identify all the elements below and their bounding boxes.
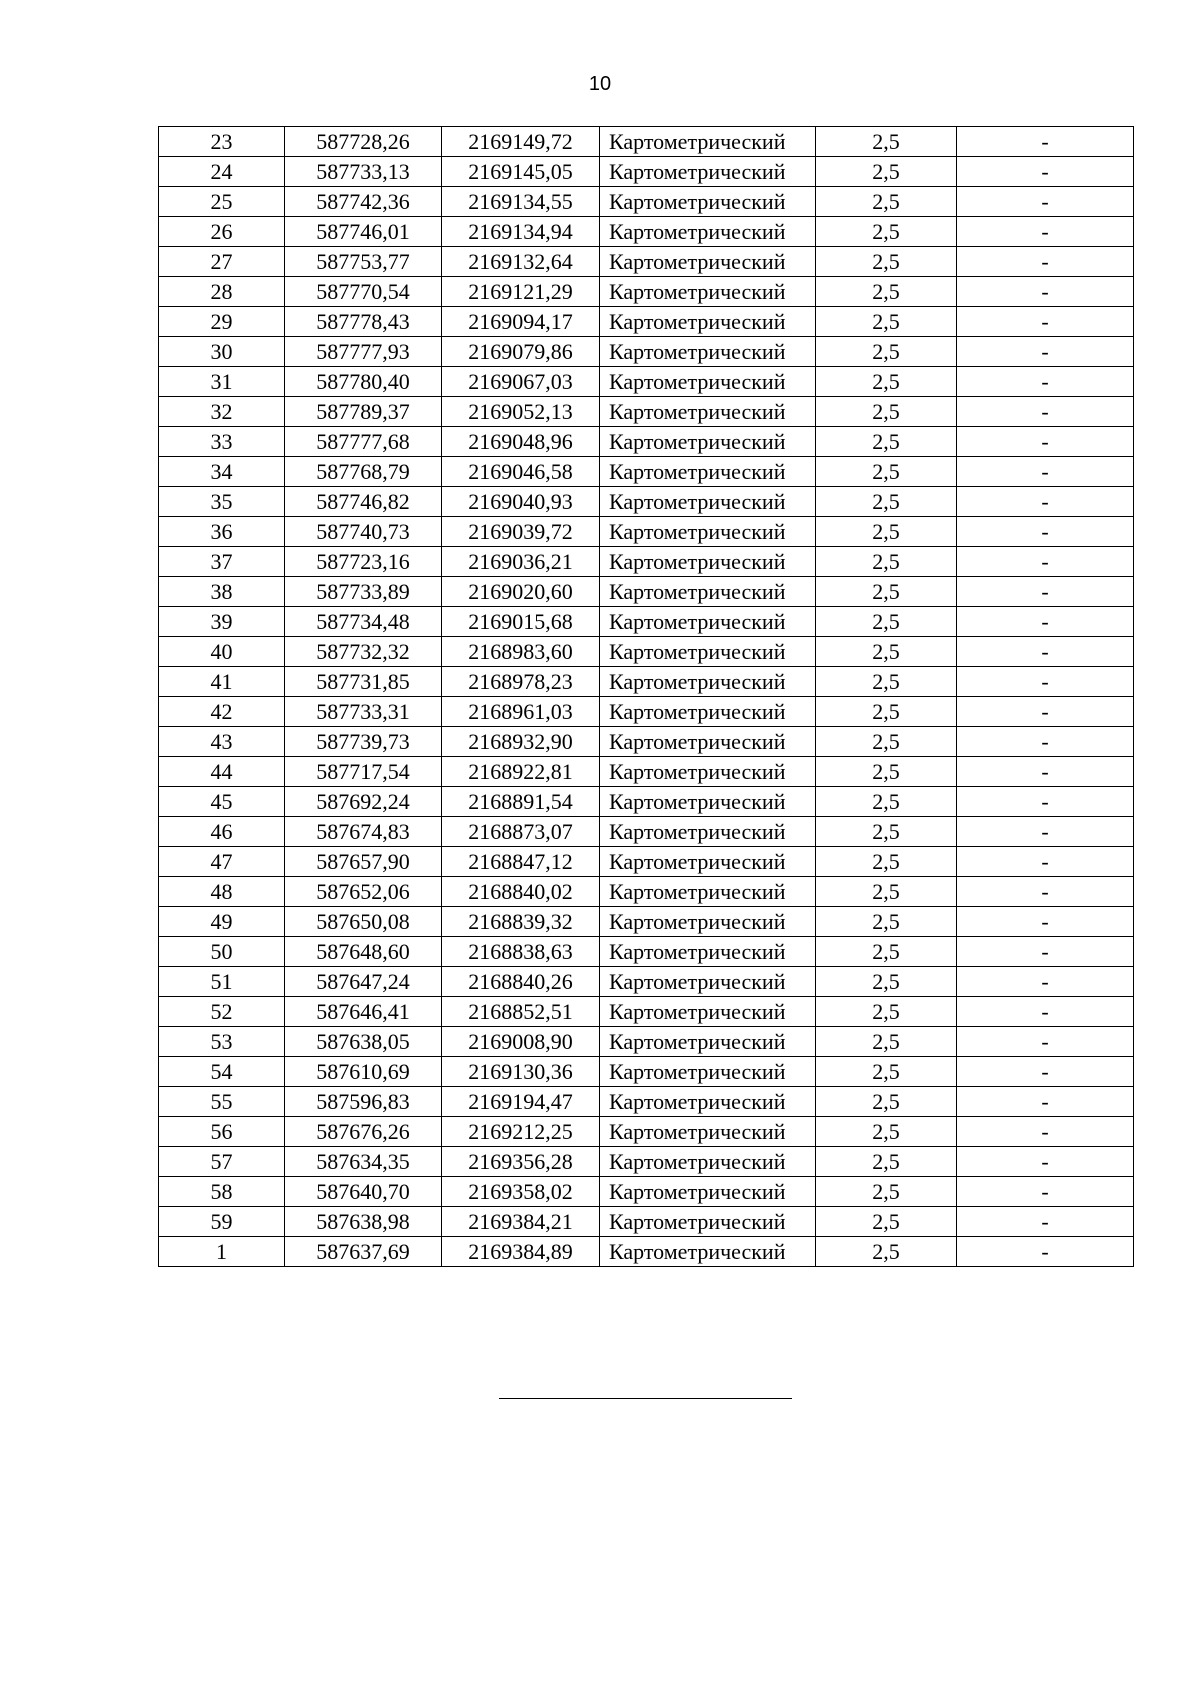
note-cell: - — [957, 607, 1134, 637]
y-coordinate-cell: 2169358,02 — [442, 1177, 600, 1207]
y-coordinate-cell: 2169094,17 — [442, 307, 600, 337]
table-row — [159, 1057, 1134, 1087]
table-row — [159, 397, 1134, 427]
method-cell: Картометрический — [600, 1027, 816, 1057]
note-cell: - — [957, 1027, 1134, 1057]
table-row — [159, 1087, 1134, 1117]
table-row — [159, 217, 1134, 247]
table-row — [159, 1027, 1134, 1057]
method-cell: Картометрический — [600, 1237, 816, 1267]
x-coordinate-cell: 587780,40 — [285, 367, 442, 397]
point-number-cell: 31 — [159, 367, 285, 397]
accuracy-cell: 2,5 — [816, 217, 957, 247]
table-row — [159, 697, 1134, 727]
method-cell: Картометрический — [600, 787, 816, 817]
accuracy-cell: 2,5 — [816, 307, 957, 337]
method-cell: Картометрический — [600, 307, 816, 337]
note-cell: - — [957, 547, 1134, 577]
x-coordinate-cell: 587742,36 — [285, 187, 442, 217]
x-coordinate-cell: 587789,37 — [285, 397, 442, 427]
accuracy-cell: 2,5 — [816, 847, 957, 877]
x-coordinate-cell: 587596,83 — [285, 1087, 442, 1117]
method-cell: Картометрический — [600, 697, 816, 727]
table-row — [159, 517, 1134, 547]
method-cell: Картометрический — [600, 637, 816, 667]
accuracy-cell: 2,5 — [816, 517, 957, 547]
point-number-cell: 42 — [159, 697, 285, 727]
method-cell: Картометрический — [600, 877, 816, 907]
method-cell: Картометрический — [600, 727, 816, 757]
method-cell: Картометрический — [600, 817, 816, 847]
method-cell: Картометрический — [600, 667, 816, 697]
table-row — [159, 127, 1134, 157]
x-coordinate-cell: 587770,54 — [285, 277, 442, 307]
y-coordinate-cell: 2168840,02 — [442, 877, 600, 907]
x-coordinate-cell: 587777,93 — [285, 337, 442, 367]
point-number-cell: 49 — [159, 907, 285, 937]
note-cell: - — [957, 907, 1134, 937]
y-coordinate-cell: 2169039,72 — [442, 517, 600, 547]
note-cell: - — [957, 577, 1134, 607]
point-number-cell: 23 — [159, 127, 285, 157]
note-cell: - — [957, 1207, 1134, 1237]
y-coordinate-cell: 2169121,29 — [442, 277, 600, 307]
y-coordinate-cell: 2168839,32 — [442, 907, 600, 937]
accuracy-cell: 2,5 — [816, 937, 957, 967]
accuracy-cell: 2,5 — [816, 997, 957, 1027]
point-number-cell: 24 — [159, 157, 285, 187]
method-cell: Картометрический — [600, 487, 816, 517]
accuracy-cell: 2,5 — [816, 127, 957, 157]
point-number-cell: 38 — [159, 577, 285, 607]
point-number-cell: 36 — [159, 517, 285, 547]
x-coordinate-cell: 587753,77 — [285, 247, 442, 277]
method-cell: Картометрический — [600, 577, 816, 607]
note-cell: - — [957, 667, 1134, 697]
note-cell: - — [957, 337, 1134, 367]
y-coordinate-cell: 2168847,12 — [442, 847, 600, 877]
point-number-cell: 59 — [159, 1207, 285, 1237]
note-cell: - — [957, 427, 1134, 457]
point-number-cell: 45 — [159, 787, 285, 817]
note-cell: - — [957, 637, 1134, 667]
point-number-cell: 30 — [159, 337, 285, 367]
table-row — [159, 907, 1134, 937]
method-cell: Картометрический — [600, 157, 816, 187]
table-row — [159, 1177, 1134, 1207]
accuracy-cell: 2,5 — [816, 757, 957, 787]
note-cell: - — [957, 157, 1134, 187]
y-coordinate-cell: 2169046,58 — [442, 457, 600, 487]
x-coordinate-cell: 587740,73 — [285, 517, 442, 547]
y-coordinate-cell: 2169384,21 — [442, 1207, 600, 1237]
accuracy-cell: 2,5 — [816, 1057, 957, 1087]
accuracy-cell: 2,5 — [816, 907, 957, 937]
x-coordinate-cell: 587657,90 — [285, 847, 442, 877]
y-coordinate-cell: 2168978,23 — [442, 667, 600, 697]
point-number-cell: 37 — [159, 547, 285, 577]
point-number-cell: 48 — [159, 877, 285, 907]
y-coordinate-cell: 2169149,72 — [442, 127, 600, 157]
y-coordinate-cell: 2169067,03 — [442, 367, 600, 397]
accuracy-cell: 2,5 — [816, 247, 957, 277]
method-cell: Картометрический — [600, 847, 816, 877]
y-coordinate-cell: 2169194,47 — [442, 1087, 600, 1117]
y-coordinate-cell: 2168838,63 — [442, 937, 600, 967]
table-row — [159, 577, 1134, 607]
table-row — [159, 757, 1134, 787]
method-cell: Картометрический — [600, 1177, 816, 1207]
method-cell: Картометрический — [600, 547, 816, 577]
x-coordinate-cell: 587676,26 — [285, 1117, 442, 1147]
y-coordinate-cell: 2169212,25 — [442, 1117, 600, 1147]
note-cell: - — [957, 937, 1134, 967]
point-number-cell: 40 — [159, 637, 285, 667]
end-of-document-line — [499, 1398, 792, 1399]
method-cell: Картометрический — [600, 1087, 816, 1117]
method-cell: Картометрический — [600, 127, 816, 157]
table-row — [159, 1147, 1134, 1177]
table-row — [159, 367, 1134, 397]
note-cell: - — [957, 307, 1134, 337]
x-coordinate-cell: 587674,83 — [285, 817, 442, 847]
table-row — [159, 547, 1134, 577]
x-coordinate-cell: 587733,89 — [285, 577, 442, 607]
table-row — [159, 667, 1134, 697]
y-coordinate-cell: 2169134,94 — [442, 217, 600, 247]
method-cell: Картометрический — [600, 1117, 816, 1147]
note-cell: - — [957, 847, 1134, 877]
accuracy-cell: 2,5 — [816, 187, 957, 217]
table-row — [159, 607, 1134, 637]
method-cell: Картометрический — [600, 907, 816, 937]
y-coordinate-cell: 2168852,51 — [442, 997, 600, 1027]
point-number-cell: 1 — [159, 1237, 285, 1267]
accuracy-cell: 2,5 — [816, 1087, 957, 1117]
note-cell: - — [957, 397, 1134, 427]
method-cell: Картометрический — [600, 397, 816, 427]
y-coordinate-cell: 2169040,93 — [442, 487, 600, 517]
point-number-cell: 28 — [159, 277, 285, 307]
x-coordinate-cell: 587733,31 — [285, 697, 442, 727]
x-coordinate-cell: 587634,35 — [285, 1147, 442, 1177]
table-row — [159, 727, 1134, 757]
x-coordinate-cell: 587650,08 — [285, 907, 442, 937]
x-coordinate-cell: 587637,69 — [285, 1237, 442, 1267]
table-row — [159, 307, 1134, 337]
point-number-cell: 26 — [159, 217, 285, 247]
point-number-cell: 44 — [159, 757, 285, 787]
table-row — [159, 157, 1134, 187]
point-number-cell: 58 — [159, 1177, 285, 1207]
table-row — [159, 487, 1134, 517]
x-coordinate-cell: 587638,05 — [285, 1027, 442, 1057]
page-number: 10 — [588, 73, 612, 95]
accuracy-cell: 2,5 — [816, 1207, 957, 1237]
method-cell: Картометрический — [600, 1057, 816, 1087]
accuracy-cell: 2,5 — [816, 577, 957, 607]
point-number-cell: 25 — [159, 187, 285, 217]
note-cell: - — [957, 727, 1134, 757]
accuracy-cell: 2,5 — [816, 667, 957, 697]
y-coordinate-cell: 2169036,21 — [442, 547, 600, 577]
method-cell: Картометрический — [600, 517, 816, 547]
table-row — [159, 847, 1134, 877]
x-coordinate-cell: 587648,60 — [285, 937, 442, 967]
point-number-cell: 32 — [159, 397, 285, 427]
point-number-cell: 47 — [159, 847, 285, 877]
y-coordinate-cell: 2168840,26 — [442, 967, 600, 997]
point-number-cell: 39 — [159, 607, 285, 637]
y-coordinate-cell: 2169079,86 — [442, 337, 600, 367]
method-cell: Картометрический — [600, 967, 816, 997]
accuracy-cell: 2,5 — [816, 337, 957, 367]
accuracy-cell: 2,5 — [816, 1027, 957, 1057]
y-coordinate-cell: 2168961,03 — [442, 697, 600, 727]
y-coordinate-cell: 2169145,05 — [442, 157, 600, 187]
coordinates-table — [158, 126, 1134, 1267]
note-cell: - — [957, 187, 1134, 217]
y-coordinate-cell: 2169020,60 — [442, 577, 600, 607]
accuracy-cell: 2,5 — [816, 877, 957, 907]
note-cell: - — [957, 997, 1134, 1027]
point-number-cell: 33 — [159, 427, 285, 457]
accuracy-cell: 2,5 — [816, 397, 957, 427]
x-coordinate-cell: 587723,16 — [285, 547, 442, 577]
method-cell: Картометрический — [600, 1147, 816, 1177]
accuracy-cell: 2,5 — [816, 787, 957, 817]
x-coordinate-cell: 587647,24 — [285, 967, 442, 997]
method-cell: Картометрический — [600, 607, 816, 637]
note-cell: - — [957, 787, 1134, 817]
accuracy-cell: 2,5 — [816, 1147, 957, 1177]
table-row — [159, 187, 1134, 217]
accuracy-cell: 2,5 — [816, 1237, 957, 1267]
note-cell: - — [957, 817, 1134, 847]
note-cell: - — [957, 217, 1134, 247]
method-cell: Картометрический — [600, 457, 816, 487]
table-row — [159, 877, 1134, 907]
x-coordinate-cell: 587640,70 — [285, 1177, 442, 1207]
note-cell: - — [957, 1117, 1134, 1147]
table-row — [159, 637, 1134, 667]
accuracy-cell: 2,5 — [816, 637, 957, 667]
x-coordinate-cell: 587638,98 — [285, 1207, 442, 1237]
method-cell: Картометрический — [600, 757, 816, 787]
coordinates-table-body — [159, 127, 1134, 1267]
accuracy-cell: 2,5 — [816, 277, 957, 307]
x-coordinate-cell: 587731,85 — [285, 667, 442, 697]
table-row — [159, 787, 1134, 817]
note-cell: - — [957, 367, 1134, 397]
accuracy-cell: 2,5 — [816, 817, 957, 847]
point-number-cell: 35 — [159, 487, 285, 517]
note-cell: - — [957, 487, 1134, 517]
note-cell: - — [957, 757, 1134, 787]
y-coordinate-cell: 2169130,36 — [442, 1057, 600, 1087]
note-cell: - — [957, 457, 1134, 487]
note-cell: - — [957, 1237, 1134, 1267]
note-cell: - — [957, 1177, 1134, 1207]
method-cell: Картометрический — [600, 427, 816, 457]
accuracy-cell: 2,5 — [816, 1117, 957, 1147]
method-cell: Картометрический — [600, 277, 816, 307]
method-cell: Картометрический — [600, 217, 816, 247]
table-row — [159, 1207, 1134, 1237]
note-cell: - — [957, 877, 1134, 907]
note-cell: - — [957, 247, 1134, 277]
method-cell: Картометрический — [600, 187, 816, 217]
note-cell: - — [957, 517, 1134, 547]
x-coordinate-cell: 587646,41 — [285, 997, 442, 1027]
accuracy-cell: 2,5 — [816, 427, 957, 457]
y-coordinate-cell: 2168891,54 — [442, 787, 600, 817]
x-coordinate-cell: 587746,82 — [285, 487, 442, 517]
y-coordinate-cell: 2169134,55 — [442, 187, 600, 217]
method-cell: Картометрический — [600, 1207, 816, 1237]
accuracy-cell: 2,5 — [816, 367, 957, 397]
table-row — [159, 937, 1134, 967]
note-cell: - — [957, 967, 1134, 997]
y-coordinate-cell: 2169052,13 — [442, 397, 600, 427]
x-coordinate-cell: 587733,13 — [285, 157, 442, 187]
method-cell: Картометрический — [600, 247, 816, 277]
accuracy-cell: 2,5 — [816, 967, 957, 997]
table-row — [159, 997, 1134, 1027]
x-coordinate-cell: 587746,01 — [285, 217, 442, 247]
y-coordinate-cell: 2168983,60 — [442, 637, 600, 667]
x-coordinate-cell: 587717,54 — [285, 757, 442, 787]
y-coordinate-cell: 2168932,90 — [442, 727, 600, 757]
accuracy-cell: 2,5 — [816, 157, 957, 187]
point-number-cell: 43 — [159, 727, 285, 757]
point-number-cell: 51 — [159, 967, 285, 997]
note-cell: - — [957, 1147, 1134, 1177]
table-row — [159, 277, 1134, 307]
y-coordinate-cell: 2169132,64 — [442, 247, 600, 277]
note-cell: - — [957, 697, 1134, 727]
table-row — [159, 1237, 1134, 1267]
point-number-cell: 50 — [159, 937, 285, 967]
y-coordinate-cell: 2169015,68 — [442, 607, 600, 637]
x-coordinate-cell: 587778,43 — [285, 307, 442, 337]
x-coordinate-cell: 587732,32 — [285, 637, 442, 667]
accuracy-cell: 2,5 — [816, 727, 957, 757]
y-coordinate-cell: 2169008,90 — [442, 1027, 600, 1057]
y-coordinate-cell: 2168873,07 — [442, 817, 600, 847]
note-cell: - — [957, 127, 1134, 157]
table-row — [159, 1117, 1134, 1147]
point-number-cell: 57 — [159, 1147, 285, 1177]
point-number-cell: 34 — [159, 457, 285, 487]
y-coordinate-cell: 2169048,96 — [442, 427, 600, 457]
method-cell: Картометрический — [600, 997, 816, 1027]
y-coordinate-cell: 2169384,89 — [442, 1237, 600, 1267]
point-number-cell: 27 — [159, 247, 285, 277]
accuracy-cell: 2,5 — [816, 547, 957, 577]
table-row — [159, 817, 1134, 847]
x-coordinate-cell: 587777,68 — [285, 427, 442, 457]
accuracy-cell: 2,5 — [816, 487, 957, 517]
x-coordinate-cell: 587728,26 — [285, 127, 442, 157]
method-cell: Картометрический — [600, 367, 816, 397]
accuracy-cell: 2,5 — [816, 697, 957, 727]
x-coordinate-cell: 587610,69 — [285, 1057, 442, 1087]
point-number-cell: 56 — [159, 1117, 285, 1147]
point-number-cell: 52 — [159, 997, 285, 1027]
table-row — [159, 967, 1134, 997]
note-cell: - — [957, 1057, 1134, 1087]
point-number-cell: 29 — [159, 307, 285, 337]
point-number-cell: 55 — [159, 1087, 285, 1117]
x-coordinate-cell: 587692,24 — [285, 787, 442, 817]
table-row — [159, 337, 1134, 367]
point-number-cell: 41 — [159, 667, 285, 697]
table-row — [159, 427, 1134, 457]
x-coordinate-cell: 587739,73 — [285, 727, 442, 757]
y-coordinate-cell: 2168922,81 — [442, 757, 600, 787]
table-row — [159, 457, 1134, 487]
x-coordinate-cell: 587652,06 — [285, 877, 442, 907]
point-number-cell: 46 — [159, 817, 285, 847]
accuracy-cell: 2,5 — [816, 607, 957, 637]
point-number-cell: 54 — [159, 1057, 285, 1087]
method-cell: Картометрический — [600, 337, 816, 367]
x-coordinate-cell: 587734,48 — [285, 607, 442, 637]
accuracy-cell: 2,5 — [816, 457, 957, 487]
accuracy-cell: 2,5 — [816, 1177, 957, 1207]
y-coordinate-cell: 2169356,28 — [442, 1147, 600, 1177]
point-number-cell: 53 — [159, 1027, 285, 1057]
x-coordinate-cell: 587768,79 — [285, 457, 442, 487]
note-cell: - — [957, 1087, 1134, 1117]
note-cell: - — [957, 277, 1134, 307]
method-cell: Картометрический — [600, 937, 816, 967]
table-row — [159, 247, 1134, 277]
